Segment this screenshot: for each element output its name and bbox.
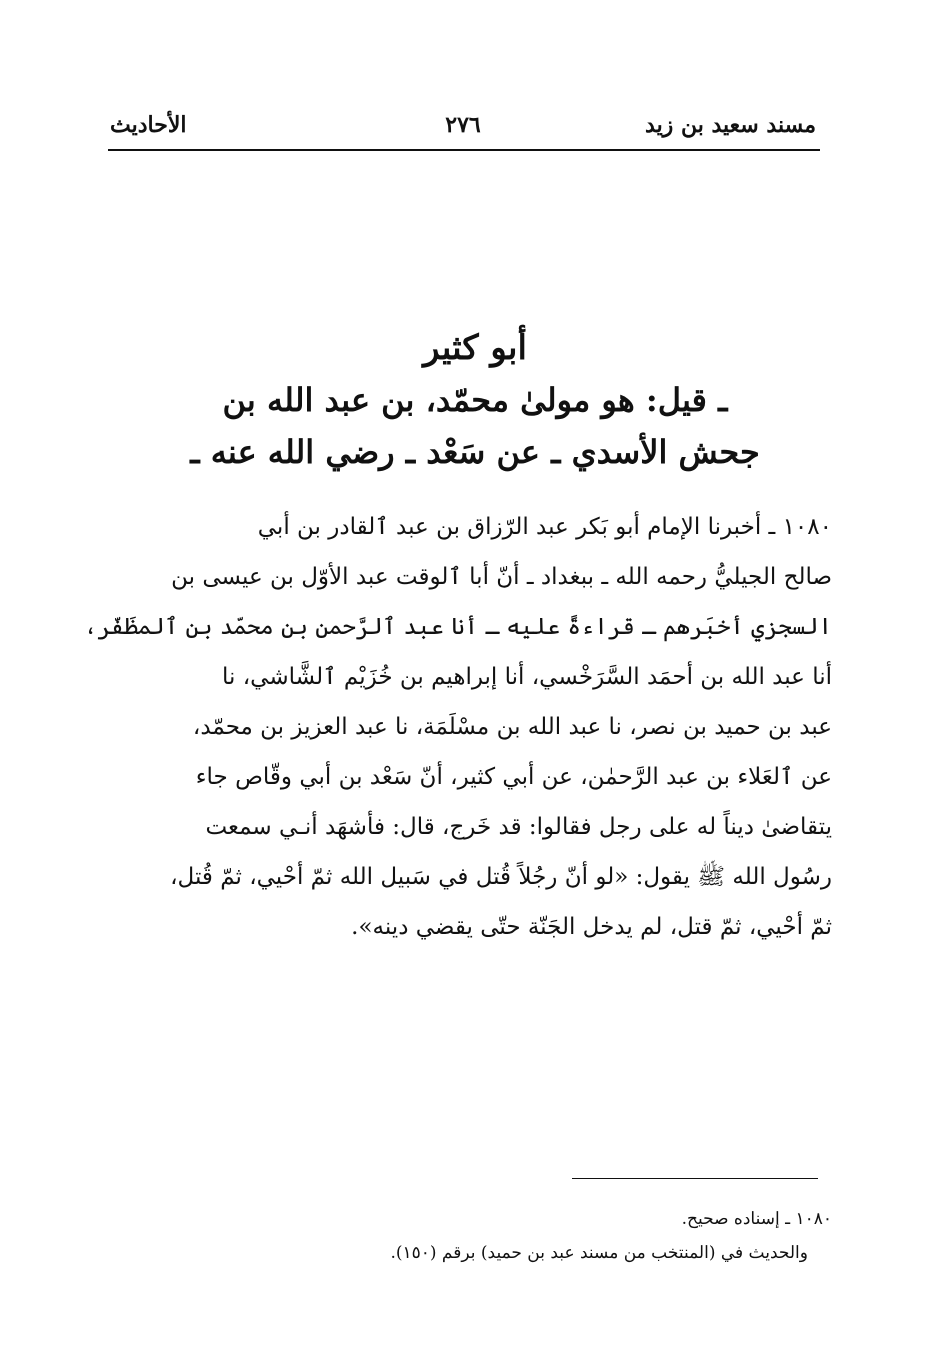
hadith-line: عن ٱلعَلاء بن عبد الرَّحمٰن، عن أبي كثير، أنّ سَعْد بن أبي وقّاص جاء [195, 764, 832, 790]
hadith-text [83, 502, 832, 952]
footnote-2: والحديث في (المنتخب من مسند عبد بن حميد) برقم (١٥٠). [390, 1243, 808, 1263]
page-number: ٢٧٦ [445, 112, 481, 138]
header-section-title: الأحاديث [110, 112, 187, 138]
hadith-line: ثمّ أحْيي، ثمّ قتل، لم يدخل الجَنّة حتّى يقضي دينه». [351, 914, 832, 940]
running-header [110, 104, 816, 144]
hadith-line: ١٠٨٠ ـ أخبرنا الإمام أبو بَكر عبد الرّزاق بن عبد ٱلقادر بن أبي [257, 514, 832, 540]
header-book-title: مسند سعيد بن زيد [645, 112, 816, 138]
footnote-1: ١٠٨٠ ـ إسناده صحيح. [681, 1209, 832, 1229]
hadith-line: يتقاضىٰ ديناً له على رجل فقالوا: قد خَرج، قال: فأشهَد أنـي سمعت [205, 814, 832, 840]
chapter-heading [110, 322, 840, 478]
heading-note-line-2: جحش الأسدي ـ عن سَعْد ـ رضي الله عنه ـ [190, 433, 760, 471]
heading-name: أبو كثير [423, 328, 527, 368]
heading-note-line-1: ـ قيل: هو مولىٰ محمّد، بن عبد الله بن [222, 381, 728, 419]
footnotes [200, 1202, 832, 1270]
hadith-line: السجزي أخبَرهم ـ قراءةً عليه ـ أنا عبد ٱلرَّحمن بن محمّد بن ٱلمظَفّر، [83, 614, 832, 640]
hadith-line: عبد بن حميد بن نصر، نا عبد الله بن مسْلَمَة، نا عبد العزيز بن محمّد، [192, 714, 832, 740]
hadith-line: أنا عبد الله بن أحمَد السَّرَخْسي، أنا إبراهيم بن خُزَيْم ٱلشَّاشي، نا [222, 664, 832, 690]
footnote-divider [572, 1178, 818, 1179]
hadith-line: رسُول الله ﷺ يقول: «لو أنّ رجُلاً قُتل في سَبيل الله ثمّ أحْيي، ثمّ قُتل، [170, 864, 832, 890]
header-divider [108, 149, 820, 151]
hadith-line: صالح الجيليُّ رحمه الله ـ ببغداد ـ أنّ أبا ٱلوقت عبد الأوّل بن عيسى بن [171, 564, 832, 590]
